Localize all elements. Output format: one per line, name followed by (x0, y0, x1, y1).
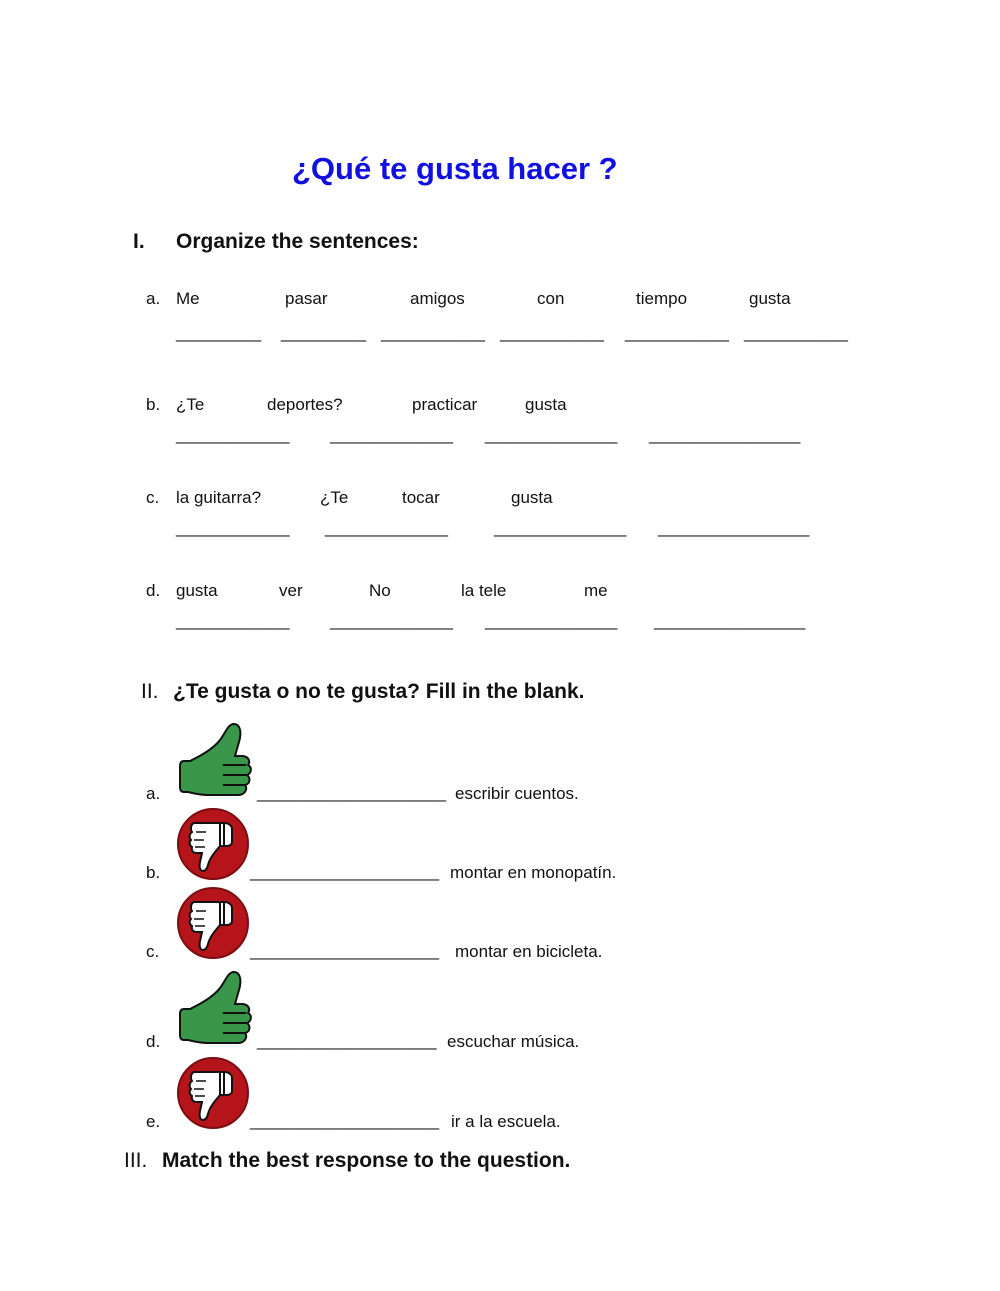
answer-blank[interactable]: ____________ (176, 611, 290, 630)
answer-blank[interactable]: ________________ (654, 611, 806, 630)
answer-blank[interactable]: ___________________ (257, 1031, 437, 1050)
answer-blank[interactable]: _____________ (330, 611, 453, 630)
sentence-text: montar en bicicleta. (455, 942, 603, 961)
answer-blank[interactable]: ___________ (381, 323, 486, 342)
thumbs-up-icon (178, 970, 254, 1052)
item-letter: d. (146, 581, 161, 600)
sentence-text: montar en monopatín. (450, 863, 617, 882)
word: pasar (285, 289, 328, 308)
word: me (584, 581, 608, 600)
sentence-text: escribir cuentos. (455, 784, 579, 803)
word: con (537, 289, 565, 308)
page-title: ¿Qué te gusta hacer ? (292, 151, 618, 186)
section-2-heading: ¿Te gusta o no te gusta? Fill in the blank. (173, 680, 585, 703)
section-2-numeral: II. (141, 680, 159, 703)
answer-blank[interactable]: ___________ (744, 323, 849, 342)
section-1-numeral: I. (133, 230, 145, 253)
answer-blank[interactable]: ______________ (485, 611, 618, 630)
section-3-numeral: III. (124, 1149, 148, 1172)
answer-blank[interactable]: ____________ (176, 425, 290, 444)
word: gusta (176, 581, 218, 600)
answer-blank[interactable]: ____________________ (257, 783, 447, 802)
answer-blank[interactable]: ____________________ (250, 1111, 440, 1130)
word: Me (176, 289, 200, 308)
word: practicar (412, 395, 478, 414)
answer-blank[interactable]: ____________________ (250, 941, 440, 960)
item-letter: b. (146, 863, 161, 882)
item-letter: a. (146, 289, 161, 308)
answer-blank[interactable]: ___________ (500, 323, 605, 342)
answer-blank[interactable]: _____________ (330, 425, 453, 444)
sentence-text: ir a la escuela. (451, 1112, 561, 1131)
word: ¿Te (320, 488, 349, 507)
item-letter: e. (146, 1112, 161, 1131)
thumbs-down-icon (176, 1056, 250, 1130)
section-3-heading: Match the best response to the question. (162, 1149, 571, 1172)
word: la guitarra? (176, 488, 262, 507)
answer-blank[interactable]: _____________ (325, 518, 448, 537)
section-1-heading: Organize the sentences: (176, 230, 419, 253)
answer-blank[interactable]: ____________ (176, 518, 290, 537)
thumbs-up-icon (178, 722, 254, 804)
answer-blank[interactable]: ____________________ (250, 862, 440, 881)
item-letter: b. (146, 395, 161, 414)
answer-blank[interactable]: ______________ (494, 518, 627, 537)
word: tocar (402, 488, 440, 507)
thumbs-down-icon (176, 807, 250, 881)
word: gusta (511, 488, 553, 507)
answer-blank[interactable]: ________________ (658, 518, 810, 537)
item-letter: d. (146, 1032, 161, 1051)
answer-blank[interactable]: ______________ (485, 425, 618, 444)
answer-blank[interactable]: _________ (281, 323, 367, 342)
word: amigos (410, 289, 465, 308)
word: deportes? (267, 395, 343, 414)
word: gusta (525, 395, 567, 414)
item-letter: c. (146, 488, 160, 507)
word: ¿Te (176, 395, 205, 414)
word: ver (279, 581, 303, 600)
answer-blank[interactable]: ___________ (625, 323, 730, 342)
sentence-text: escuchar música. (447, 1032, 580, 1051)
word: la tele (461, 581, 507, 600)
thumbs-down-icon (176, 886, 250, 960)
item-letter: a. (146, 784, 161, 803)
answer-blank[interactable]: ________________ (649, 425, 801, 444)
word: gusta (749, 289, 791, 308)
answer-blank[interactable]: _________ (176, 323, 262, 342)
word: tiempo (636, 289, 688, 308)
word: No (369, 581, 391, 600)
item-letter: c. (146, 942, 160, 961)
